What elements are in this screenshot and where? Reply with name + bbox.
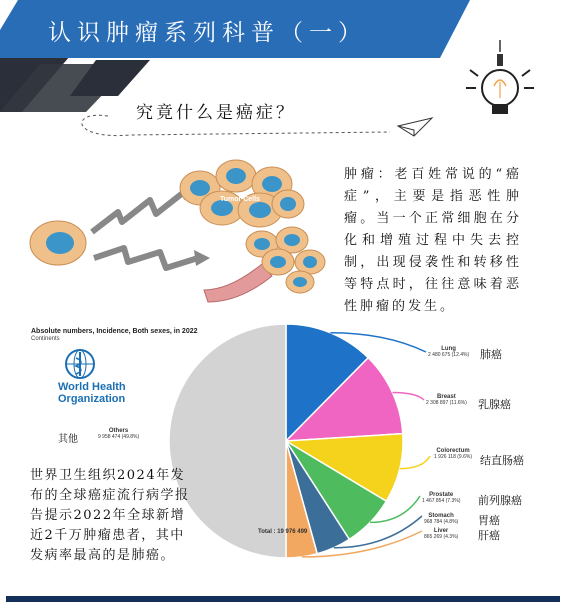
leader-line-colorectum xyxy=(400,456,430,469)
chart-title: Absolute numbers, Incidence, Both sexes, in 2022 xyxy=(31,328,198,335)
prostate-label-cn: 前列腺癌 xyxy=(478,494,522,507)
stomach-label xyxy=(424,513,458,525)
prostate-name: Prostate xyxy=(429,492,454,498)
tumor-definition-text: 肿瘤：老百姓常说的“癌症”，主要是指恶性肿瘤。当一个正常细胞在分化和增殖过程中失去控制，出现侵袭性和转移性等特点时，往往意味着恶性肿瘤的发生。 xyxy=(344,167,522,314)
liver-value: 865 269 (4.3%) xyxy=(424,534,459,540)
bottom-bar xyxy=(6,596,560,602)
who-name-line1: World Health xyxy=(58,381,126,393)
lung-value: 2 480 675 (12.4%) xyxy=(428,352,470,358)
tumor-cells-label: Tumor Cells xyxy=(220,196,260,203)
prostate-value: 1 467 854 (7.3%) xyxy=(422,498,461,504)
invasive-cell-cluster xyxy=(204,227,325,302)
liver-name: Liver xyxy=(433,528,449,534)
colorectum-value: 1 926 118 (9.6%) xyxy=(434,454,472,460)
colorectum-name: Colorectum xyxy=(436,448,470,454)
others-value: 9 958 474 (49.8%) xyxy=(98,434,140,440)
section-subtitle: 究竟什么是癌症？ xyxy=(136,103,296,123)
incidence-pie-chart xyxy=(169,324,403,558)
colorectum-label xyxy=(434,448,472,460)
who-name xyxy=(58,381,126,405)
lung-label-cn: 肺癌 xyxy=(480,348,502,361)
lightbulb-icon xyxy=(466,40,534,114)
breast-value: 2 308 897 (11.6%) xyxy=(426,400,467,406)
page-title: 认识肿瘤系列科普（一） xyxy=(48,20,367,46)
tumor-cell-cluster xyxy=(180,160,304,227)
breast-label xyxy=(426,394,467,406)
leader-line-breast xyxy=(392,393,424,400)
lung-name: Lung xyxy=(441,346,456,352)
liver-label-cn: 肝癌 xyxy=(478,529,500,542)
others-name: Others xyxy=(108,428,129,434)
lung-label xyxy=(428,346,469,358)
others-label-cn: 其他 xyxy=(58,434,78,445)
colorectum-label-cn: 结直肠癌 xyxy=(480,454,524,467)
normal-cell xyxy=(30,221,86,265)
zigzag-arrow xyxy=(92,192,184,232)
prostate-label xyxy=(422,492,460,504)
stomach-label-cn: 胃癌 xyxy=(478,514,500,527)
liver-label xyxy=(424,528,458,540)
who-logo-icon xyxy=(66,350,94,378)
breast-label-cn: 乳腺癌 xyxy=(478,398,511,411)
zigzag-arrow xyxy=(94,248,198,268)
blood-vessel xyxy=(204,264,272,302)
stomach-name: Stomach xyxy=(428,513,454,519)
paper-plane-icon xyxy=(398,118,432,136)
others-label xyxy=(98,428,139,440)
chart-subtitle: Continents xyxy=(31,336,60,342)
breast-name: Breast xyxy=(437,394,456,400)
who-report-text: 世界卫生组织2024年发布的全球癌症流行病学报告提示2022年全球新增近2千万肿瘤患者，其中发病率最高的是肺癌。 xyxy=(30,468,190,563)
stomach-value: 968 784 (4.8%) xyxy=(424,519,459,525)
pie-total-label: Total : 19 976 499 xyxy=(258,529,308,535)
who-name-line2: Organization xyxy=(58,393,126,405)
tumor-illustration xyxy=(30,160,325,302)
